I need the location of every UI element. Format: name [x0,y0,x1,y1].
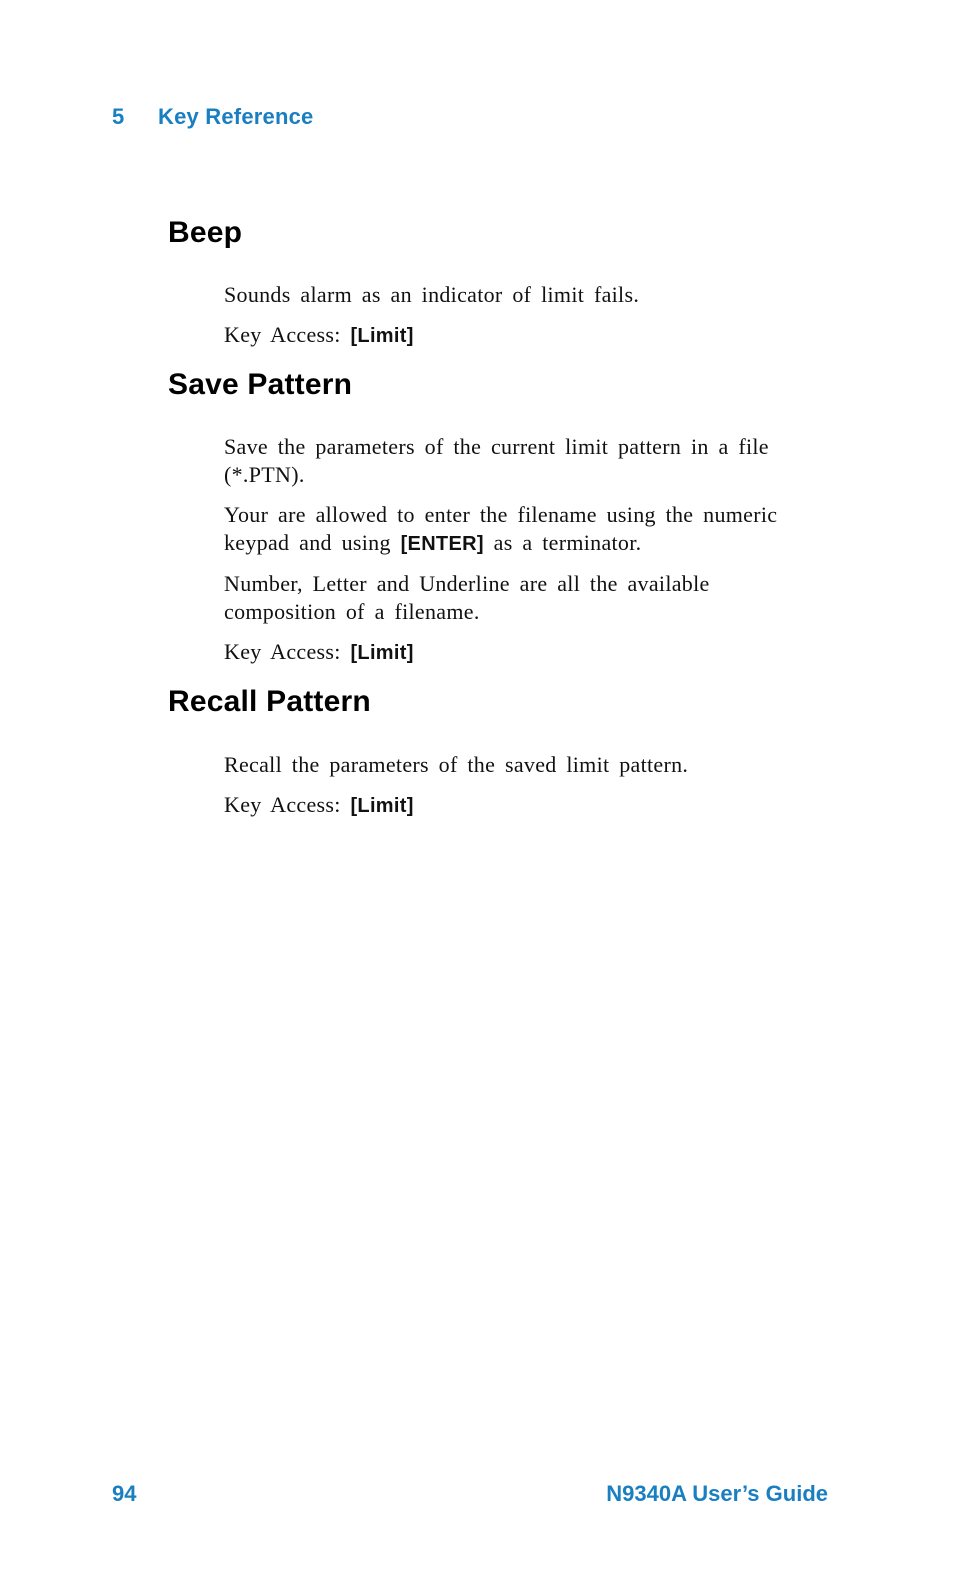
chapter-header [112,104,313,130]
recall-pattern-key-access [224,791,824,820]
page-number: 94 [112,1481,137,1506]
guide-title: N9340A User’s Guide [606,1481,828,1506]
key-access-value: [Limit] [350,795,414,817]
filename-entry-text: Your are allowed to enter the filename using the numeric keypad and using [224,502,778,555]
section-title-recall-pattern: Recall Pattern [168,685,371,718]
beep-description: Sounds alarm as an indicator of limit fails. [224,282,640,307]
recall-pattern-description: Recall the parameters of the saved limit pattern. [224,752,689,777]
section-title-save-pattern: Save Pattern [168,368,353,401]
key-access-value: [Limit] [350,325,414,347]
key-access-value: [Limit] [350,642,414,664]
save-pattern-description: Save the parameters of the current limit pattern in a file (*.PTN). [224,434,769,487]
save-pattern-filename-entry [224,501,824,558]
filename-entry-text-end: as a terminator. [493,530,642,555]
chapter-number: 5 [112,104,125,129]
save-pattern-filename-composition: Number, Letter and Underline are all the available composition of a filename. [224,571,710,624]
enter-key: [ENTER] [400,533,484,555]
key-access-label: Key Access: [224,639,341,664]
section-title-beep: Beep [168,216,243,249]
key-access-label: Key Access: [224,792,341,817]
chapter-title: Key Reference [158,104,314,129]
save-pattern-key-access [224,638,824,667]
key-access-label: Key Access: [224,322,341,347]
beep-key-access [224,321,824,350]
